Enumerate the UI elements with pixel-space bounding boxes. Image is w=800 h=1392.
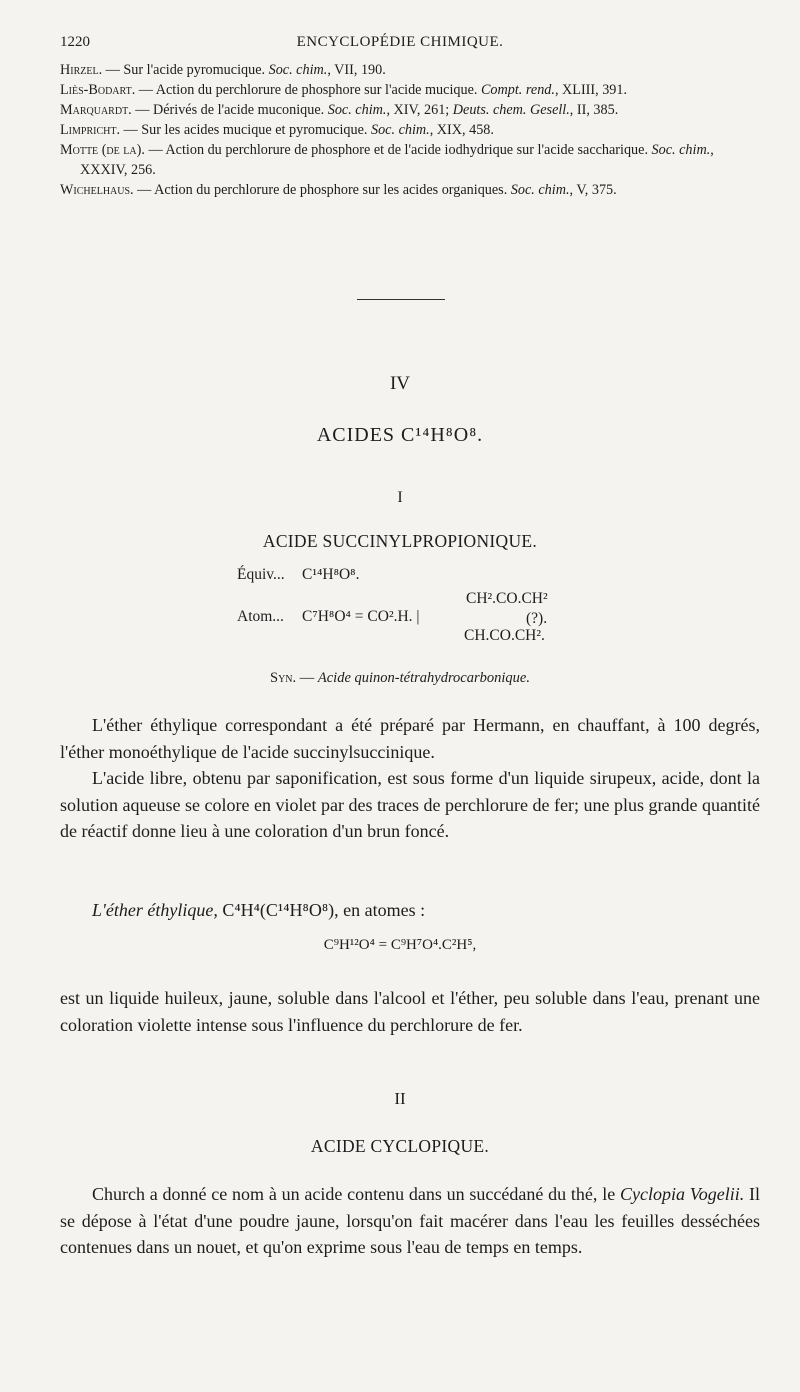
paragraph: est un liquide huileux, jaune, soluble dans l'alcool et l'éther, peu soluble dans l'eau, prenant une coloration violette intense sous l'influence du perchlorure de fer. bbox=[60, 988, 760, 1035]
reference-tail: , XXXIV, 256. bbox=[80, 142, 714, 178]
paragraph: L'acide libre, obtenu par saponification, est sous forme d'un liquide sirupeux, acide, dont la solution aqueuse se colore en violet par des traces de perchlorure de fer; une plus grande quantité de réactif donne lieu à une coloration d'un brun foncé. bbox=[60, 768, 760, 841]
reference-author: Limpricht. bbox=[60, 122, 120, 138]
atom-formula-line: C⁹H¹²O⁴ = C⁹H⁷O⁴.C²H⁵, bbox=[323, 937, 477, 953]
paragraph-text: Church a donné ce nom à un acide contenu dans un succédané du thé, le bbox=[92, 1184, 620, 1204]
reference-tail: , VII, 190. bbox=[327, 62, 386, 78]
reference-text: — Sur l'acide pyromucique. bbox=[102, 62, 269, 78]
paragraph bbox=[60, 1181, 760, 1261]
atom-label: Atom... bbox=[237, 608, 284, 625]
reference-journal: Soc. chim. bbox=[510, 182, 570, 198]
reference-item bbox=[60, 100, 760, 120]
reference-author: Wichelhaus. bbox=[60, 182, 134, 198]
subsection-number: II bbox=[394, 1089, 406, 1108]
section-divider bbox=[357, 299, 445, 300]
paragraph bbox=[60, 897, 760, 924]
reference-journal-secondary: Deuts. chem. Gesell. bbox=[452, 102, 570, 118]
equivalent-label: Équiv... bbox=[237, 566, 285, 583]
paragraph-text: C⁴H⁴(C¹⁴H⁸O⁸), en atomes : bbox=[217, 900, 426, 920]
page-number: 1220 bbox=[60, 34, 90, 50]
reference-item bbox=[60, 180, 760, 200]
reference-author: Motte (de la). bbox=[60, 142, 145, 158]
paragraph: L'éther éthylique correspondant a été préparé par Hermann, en chauffant, à 100 degrés, l'éther monoéthylique de l'acide succinylsuccinique. bbox=[60, 715, 760, 762]
reference-item bbox=[60, 140, 760, 180]
reference-tail: , XIX, 458. bbox=[429, 122, 494, 138]
reference-author: Liès-Bodart. bbox=[60, 82, 136, 98]
reference-journal: Soc. chim. bbox=[327, 102, 387, 118]
structure-bottom: CH.CO.CH². bbox=[464, 627, 545, 644]
reference-journal: Soc. chim. bbox=[370, 122, 430, 138]
subsection-number: I bbox=[397, 489, 403, 506]
reference-item bbox=[60, 80, 760, 100]
reference-author: Hirzel. bbox=[60, 62, 103, 78]
reference-list bbox=[60, 60, 760, 200]
running-title: ENCYCLOPÉDIE CHIMIQUE. bbox=[296, 34, 504, 50]
reference-journal: Soc. chim. bbox=[651, 142, 711, 158]
structure-top: CH².CO.CH² bbox=[466, 590, 548, 607]
reference-text: — Dérivés de l'acide muconique. bbox=[131, 102, 328, 118]
reference-tail: , XIV, 261; bbox=[386, 102, 453, 118]
atom-formula: C⁷H⁸O⁴ = CO².H. | bbox=[302, 608, 420, 625]
reference-journal: Compt. rend. bbox=[480, 82, 555, 98]
reference-text: — Action du perchlorure de phosphore et de l'acide iodhydrique sur l'acide saccharique. bbox=[144, 142, 652, 158]
paragraph-text: Il se dépose à l'état d'une poudre jaune, lorsqu'on fait macérer dans l'eau les feuilles desséchées contenues dans un nouet, et qu'on exprime sous l'eau de temps en temps. bbox=[60, 1184, 761, 1257]
reference-journal: Soc. chim. bbox=[268, 62, 328, 78]
reference-tail: , XLIII, 391. bbox=[554, 82, 628, 98]
section-title: ACIDES C¹⁴H⁸O⁸. bbox=[316, 424, 484, 446]
section-number: IV bbox=[389, 373, 411, 394]
synonym-dash: — bbox=[296, 670, 318, 686]
synonym-label: Syn. bbox=[270, 670, 297, 686]
page-header bbox=[60, 34, 740, 56]
paragraph-italic: L'éther éthylique, bbox=[92, 900, 218, 920]
synonym-line bbox=[0, 670, 800, 687]
acid-title: ACIDE CYCLOPIQUE. bbox=[310, 1136, 490, 1156]
paragraph-italic: Cyclopia Vogelii. bbox=[619, 1184, 745, 1204]
atom-note: (?). bbox=[526, 610, 548, 627]
reference-item bbox=[60, 120, 760, 140]
equivalent-formula: C¹⁴H⁸O⁸. bbox=[302, 566, 360, 583]
reference-item bbox=[60, 60, 760, 80]
reference-tail-secondary: , II, 385. bbox=[569, 102, 619, 118]
reference-author: Marquardt. bbox=[60, 102, 132, 118]
reference-text: — Action du perchlorure de phosphore sur les acides organiques. bbox=[133, 182, 511, 198]
reference-tail: , V, 375. bbox=[569, 182, 617, 198]
synonym-text: Acide quinon-tétrahydrocarbonique. bbox=[317, 670, 530, 686]
acid-title: ACIDE SUCCINYLPROPIONIQUE. bbox=[262, 531, 538, 551]
reference-text: — Sur les acides mucique et pyromucique. bbox=[120, 122, 371, 138]
reference-text: — Action du perchlorure de phosphore sur l'acide mucique. bbox=[135, 82, 481, 98]
